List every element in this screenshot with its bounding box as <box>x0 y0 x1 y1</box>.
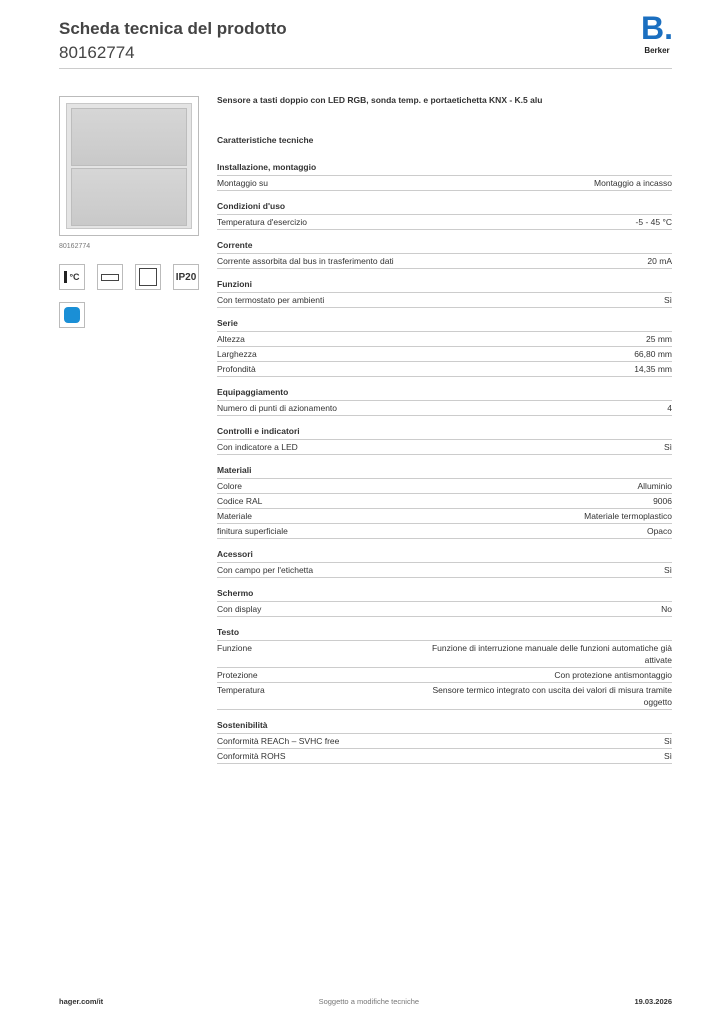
spec-section <box>217 200 672 230</box>
spec-label: Conformità REACh – SVHC free <box>217 736 340 746</box>
spec-section <box>217 548 672 578</box>
spec-row <box>217 641 672 668</box>
section-heading: Controlli e indicatori <box>217 425 672 440</box>
spec-label: Con termostato per ambienti <box>217 295 325 305</box>
spec-row <box>217 254 672 269</box>
spec-value: Opaco <box>646 526 672 536</box>
spec-value: 14,35 mm <box>634 364 672 374</box>
spec-value: Funzione di interruzione manuale delle funzioni automatiche già attivate <box>431 643 672 665</box>
spec-value: Sensore termico integrato con uscita dei valori di misura tramite oggetto <box>432 685 672 707</box>
spec-value: 66,80 mm <box>634 349 672 359</box>
spec-value: Sì <box>663 565 672 575</box>
logo-name: Berker <box>644 46 670 55</box>
spec-row <box>217 401 672 416</box>
spec-label: Funzione <box>217 643 252 653</box>
energy-label-icon <box>59 302 85 328</box>
spec-value: 20 mA <box>647 256 672 266</box>
spec-section <box>217 239 672 269</box>
spec-row <box>217 524 672 539</box>
section-heading: Condizioni d'uso <box>217 200 672 215</box>
spec-label: Corrente assorbita dal bus in trasferimento dati <box>217 256 394 266</box>
footer-website: hager.com/it <box>59 997 104 1006</box>
spec-section <box>217 317 672 377</box>
section-heading: Acessori <box>217 548 672 563</box>
spec-value: Sì <box>663 751 672 761</box>
header-divider <box>59 68 672 69</box>
spec-value: Con protezione antismontaggio <box>554 670 672 680</box>
spec-section <box>217 386 672 416</box>
spec-label: Altezza <box>217 334 245 344</box>
spec-section <box>217 278 672 308</box>
section-heading: Sostenibilità <box>217 719 672 734</box>
spec-label: finitura superficiale <box>217 526 288 536</box>
spec-section <box>217 425 672 455</box>
spec-row <box>217 509 672 524</box>
spec-value: Sì <box>663 295 672 305</box>
spec-row <box>217 563 672 578</box>
spec-value: 25 mm <box>646 334 672 344</box>
spec-section <box>217 464 672 539</box>
spec-content <box>217 95 672 773</box>
spec-value: No <box>661 604 672 614</box>
berker-logo <box>638 10 676 56</box>
section-heading: Schermo <box>217 587 672 602</box>
spec-row <box>217 440 672 455</box>
spec-section <box>217 626 672 710</box>
section-heading: Installazione, montaggio <box>217 161 672 176</box>
spec-value: 9006 <box>653 496 672 506</box>
spec-label: Colore <box>217 481 243 491</box>
spec-label: Con campo per l'etichetta <box>217 565 314 575</box>
spec-row <box>217 362 672 377</box>
spec-value: Sì <box>663 736 672 746</box>
spec-value: -5 - 45 °C <box>635 217 672 227</box>
spec-label: Codice RAL <box>217 496 263 506</box>
product-title: Sensore a tasti doppio con LED RGB, sonda temp. e portaetichetta KNX - K.5 alu <box>217 95 543 105</box>
spec-section <box>217 161 672 191</box>
spec-row <box>217 293 672 308</box>
spec-label: Numero di punti di azionamento <box>217 403 338 413</box>
footer <box>59 997 672 1006</box>
spec-value: Sì <box>663 442 672 452</box>
temperature-icon <box>59 264 85 290</box>
product-code: 80162774 <box>59 43 135 62</box>
spec-label: Larghezza <box>217 349 257 359</box>
temperature-label: °C <box>69 272 80 282</box>
spec-row <box>217 683 672 710</box>
footer-date: 19.03.2026 <box>634 997 672 1006</box>
spec-row <box>217 176 672 191</box>
product-image <box>59 96 199 236</box>
spec-value: 4 <box>667 403 672 413</box>
spec-label: Temperatura <box>217 685 265 695</box>
logo-letter: B. <box>641 10 673 46</box>
section-heading: Equipaggiamento <box>217 386 672 401</box>
section-heading: Testo <box>217 626 672 641</box>
section-heading: Funzioni <box>217 278 672 293</box>
image-caption: 80162774 <box>59 243 91 250</box>
section-heading: Corrente <box>217 239 672 254</box>
spec-label: Con display <box>217 604 262 614</box>
spec-row <box>217 668 672 683</box>
spec-row <box>217 494 672 509</box>
spec-label: Montaggio su <box>217 178 269 188</box>
section-heading: Materiali <box>217 464 672 479</box>
spec-value: Materiale termoplastico <box>584 511 672 521</box>
spec-sections <box>217 161 672 764</box>
spec-value: Alluminio <box>637 481 672 491</box>
footer-note: Soggetto a modifiche tecniche <box>318 997 420 1006</box>
led-display-icon <box>97 264 123 290</box>
spec-row <box>217 347 672 362</box>
spec-row <box>217 734 672 749</box>
page-title: Scheda tecnica del prodotto <box>59 19 287 38</box>
spec-section <box>217 719 672 764</box>
spec-section <box>217 587 672 617</box>
spec-row <box>217 749 672 764</box>
ip-rating: IP20 <box>173 264 199 290</box>
spec-row <box>217 479 672 494</box>
sensor-icon <box>135 264 161 290</box>
section-heading: Serie <box>217 317 672 332</box>
spec-label: Con indicatore a LED <box>217 442 298 452</box>
spec-label: Temperatura d'esercizio <box>217 217 307 227</box>
spec-row <box>217 602 672 617</box>
spec-row <box>217 332 672 347</box>
spec-label: Protezione <box>217 670 258 680</box>
spec-label: Profondità <box>217 364 256 374</box>
spec-value: Montaggio a incasso <box>594 178 672 188</box>
spec-label: Materiale <box>217 511 252 521</box>
characteristics-heading: Caratteristiche tecniche <box>217 135 314 145</box>
spec-row <box>217 215 672 230</box>
spec-label: Conformità ROHS <box>217 751 286 761</box>
